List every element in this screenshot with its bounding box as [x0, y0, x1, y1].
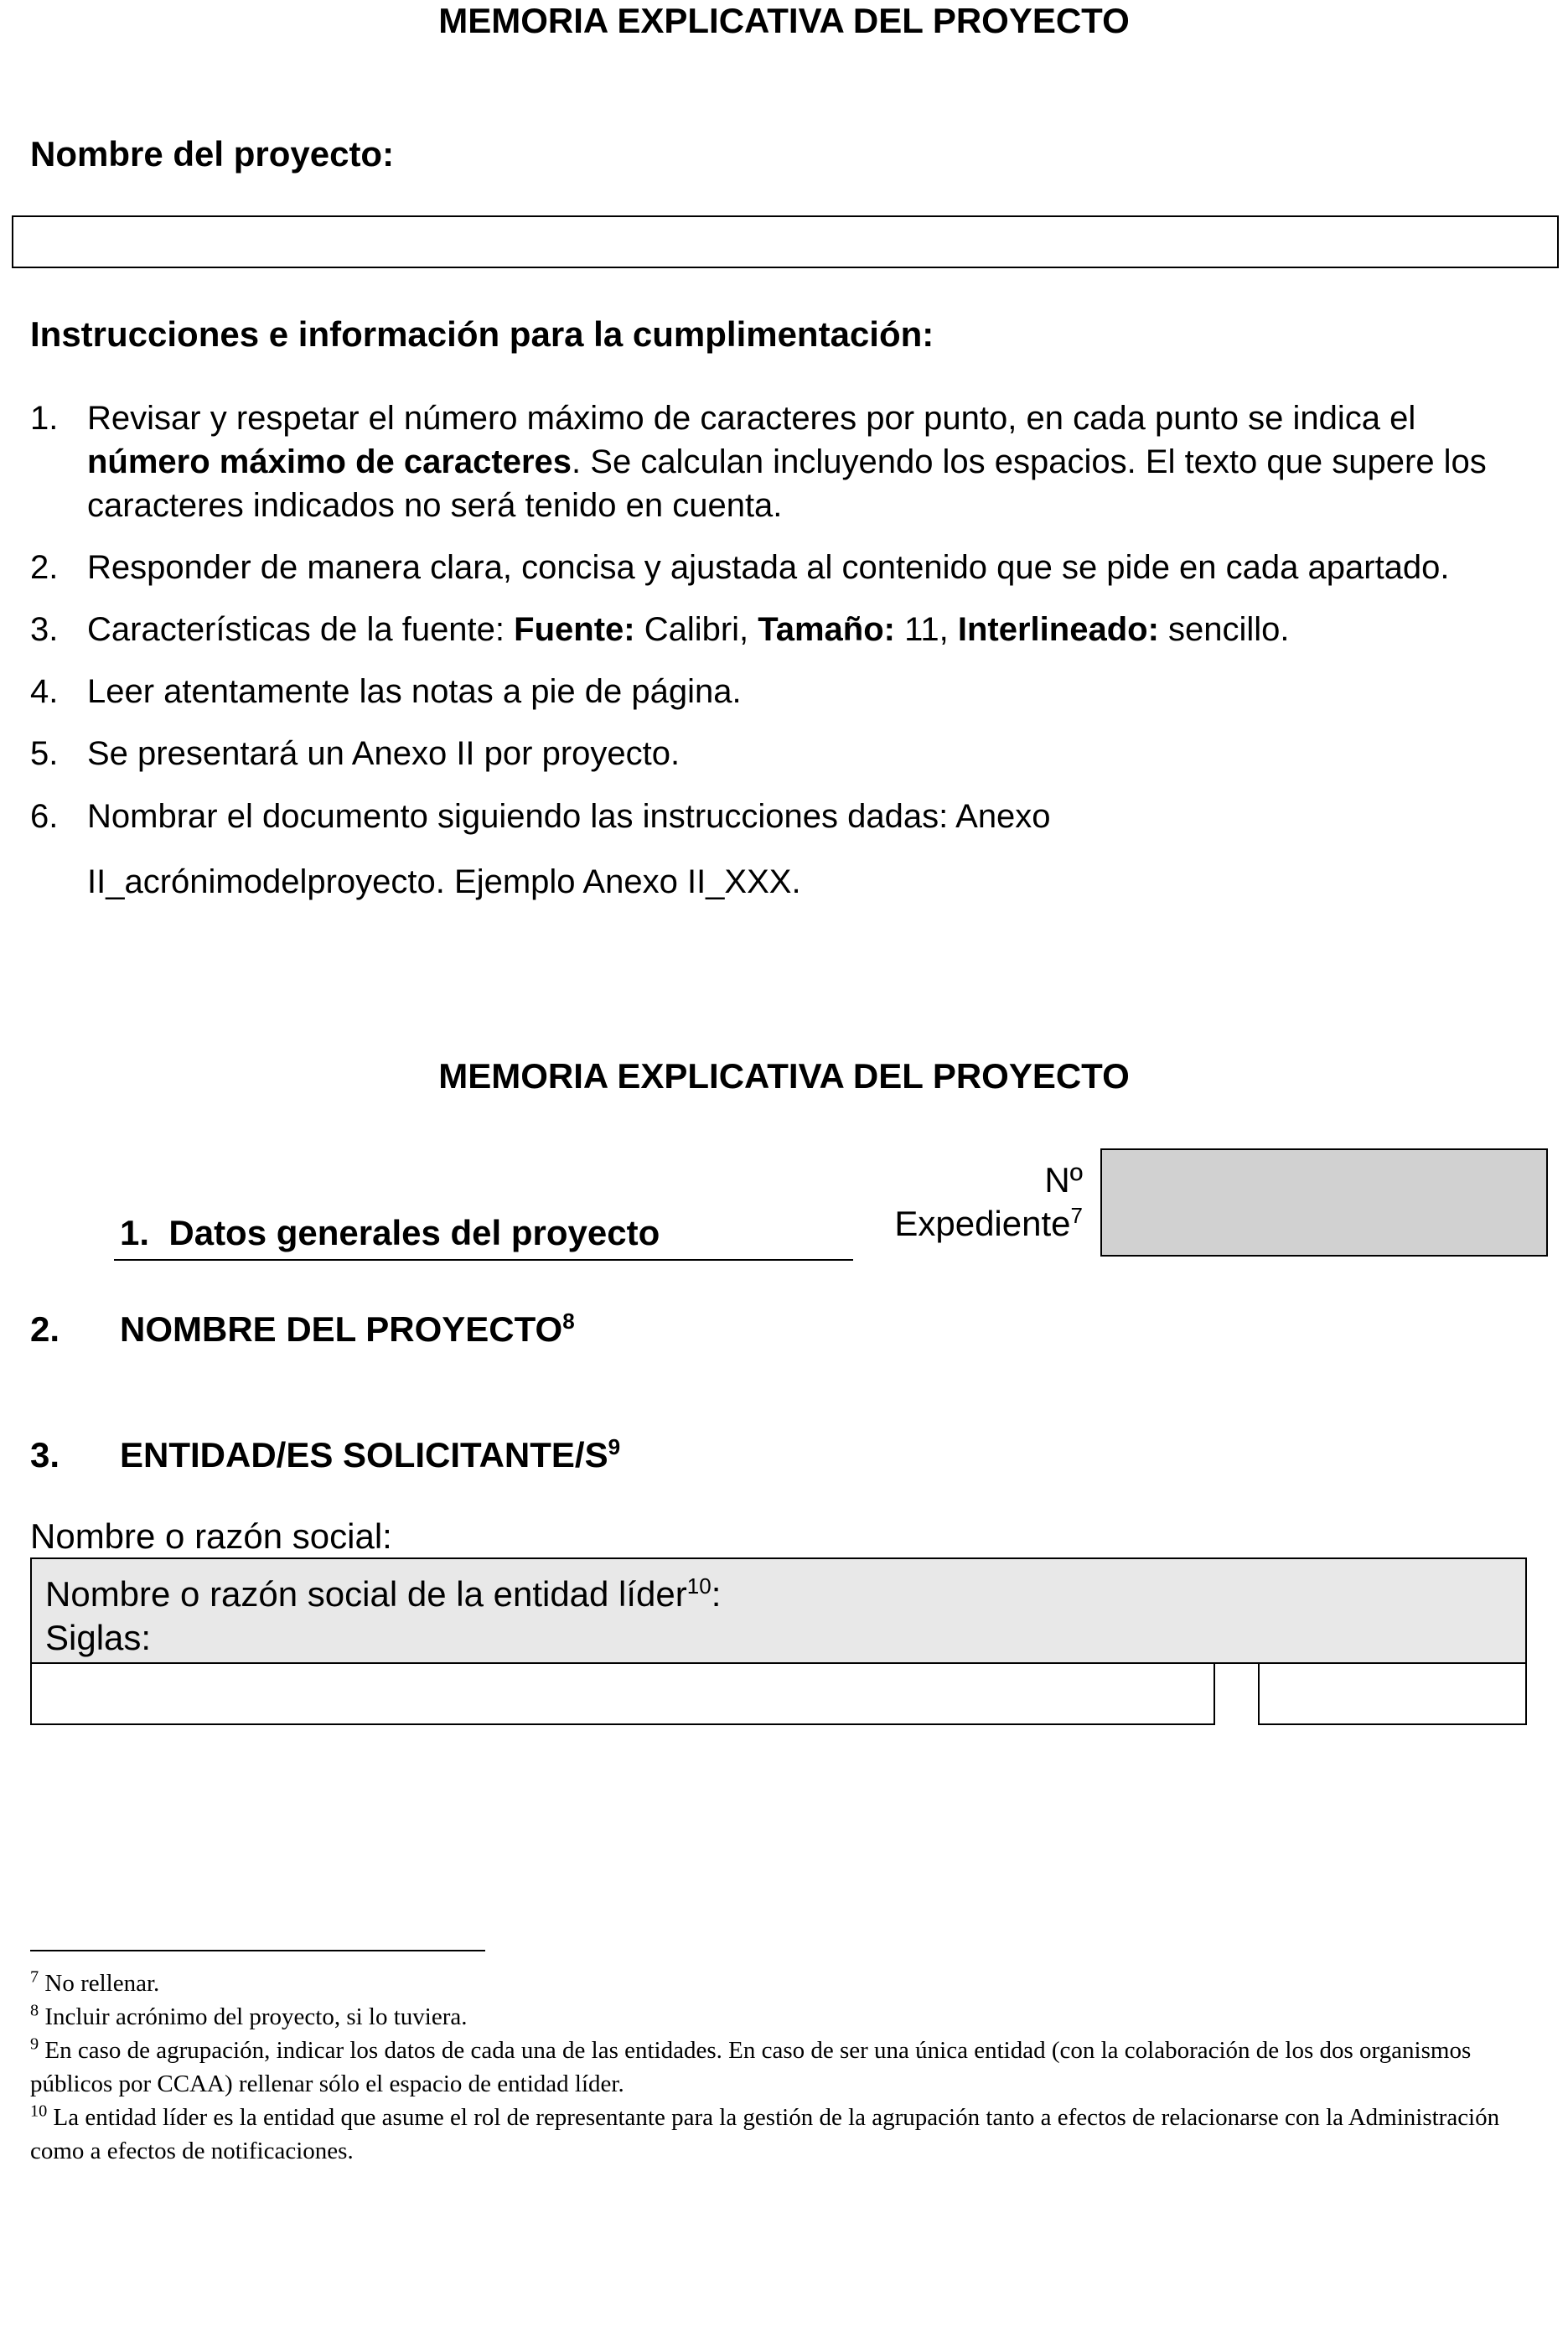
section-2-heading: 2.: [30, 1309, 60, 1349]
section-3-label: ENTIDAD/ES SOLICITANTE/$S^9$: [120, 1434, 621, 1474]
footnotes: [30, 1967, 1539, 2168]
project-name-label: Nombre del proyecto:: [30, 134, 395, 174]
instruction-item: 4. Leer atentamente las notas a pie de página.: [30, 673, 742, 710]
instruction-item: 3. Características de la fuente: Fuente: Calibri, Tamaño: 11, Interlineado: sencillo.: [30, 611, 1290, 648]
project-name-field[interactable]: [12, 215, 1559, 268]
expediente-label: Nº Expediente$^7$: [894, 1160, 1083, 1243]
memoria-title: MEMORIA EXPLICATIVA DEL PROYECTO: [438, 1056, 1130, 1096]
instruction-item: 2. Responder de manera clara, concisa y ajustada al contenido que se pide en cada apartado.: [30, 549, 1450, 586]
entity-label: Nombre o razón social:: [30, 1516, 392, 1556]
expediente-field[interactable]: [1100, 1148, 1548, 1257]
footnote: $^7$ No rellenar.: [30, 1967, 160, 1997]
section-1-heading: 1. Datos generales del proyecto: [120, 1213, 660, 1252]
instructions-heading: Instrucciones e información para la cumplimentación:: [30, 314, 934, 354]
instructions-list: [30, 396, 1539, 915]
section-3-heading: 3.: [30, 1435, 60, 1474]
footnote: $^{10}$ La entidad líder es la entidad que asume el rol de representante para la gestión de la agrupación tanto a efectos de relacionarse con la Administración como a efectos de notificaciones.: [30, 2102, 1500, 2164]
entity-name-field[interactable]: [30, 1662, 1215, 1725]
document-title: MEMORIA EXPLICATIVA DEL PROYECTO: [438, 1, 1130, 40]
section-1-underline: [114, 1259, 853, 1261]
footnote-separator: [30, 1950, 485, 1951]
entity-header-box: Nombre o razón social de la entidad líder$^{10}$: Siglas:: [30, 1557, 1527, 1664]
footnote: $^8$ Incluir acrónimo del proyecto, si lo tuviera.: [30, 2001, 468, 2030]
instruction-item: 1. Revisar y respetar el número máximo de caracteres por punto, en cada punto se indica el número máximo de caracteres. Se calculan incluyendo los espacios. El texto que supere los caracteres indicados no será tenido en cuenta.: [30, 400, 1487, 524]
footnote: $^9$ En caso de agrupación, indicar los datos de cada una de las entidades. En caso de ser una única entidad (con la colaboración de los dos organismos públicos por CCAA) rellenar sólo el espacio de entidad líder.: [30, 2034, 1472, 2097]
instruction-item: 5. Se presentará un Anexo II por proyecto.: [30, 735, 681, 772]
instruction-item: 6. Nombrar el documento siguiendo las instrucciones dadas: Anexo II_acrónimodelproyecto. Ejemplo Anexo II_XXX.: [30, 798, 1051, 900]
entity-siglas-field[interactable]: [1258, 1662, 1527, 1725]
section-2-label: NOMBRE DEL PROYECTO$^8$: [120, 1309, 575, 1349]
